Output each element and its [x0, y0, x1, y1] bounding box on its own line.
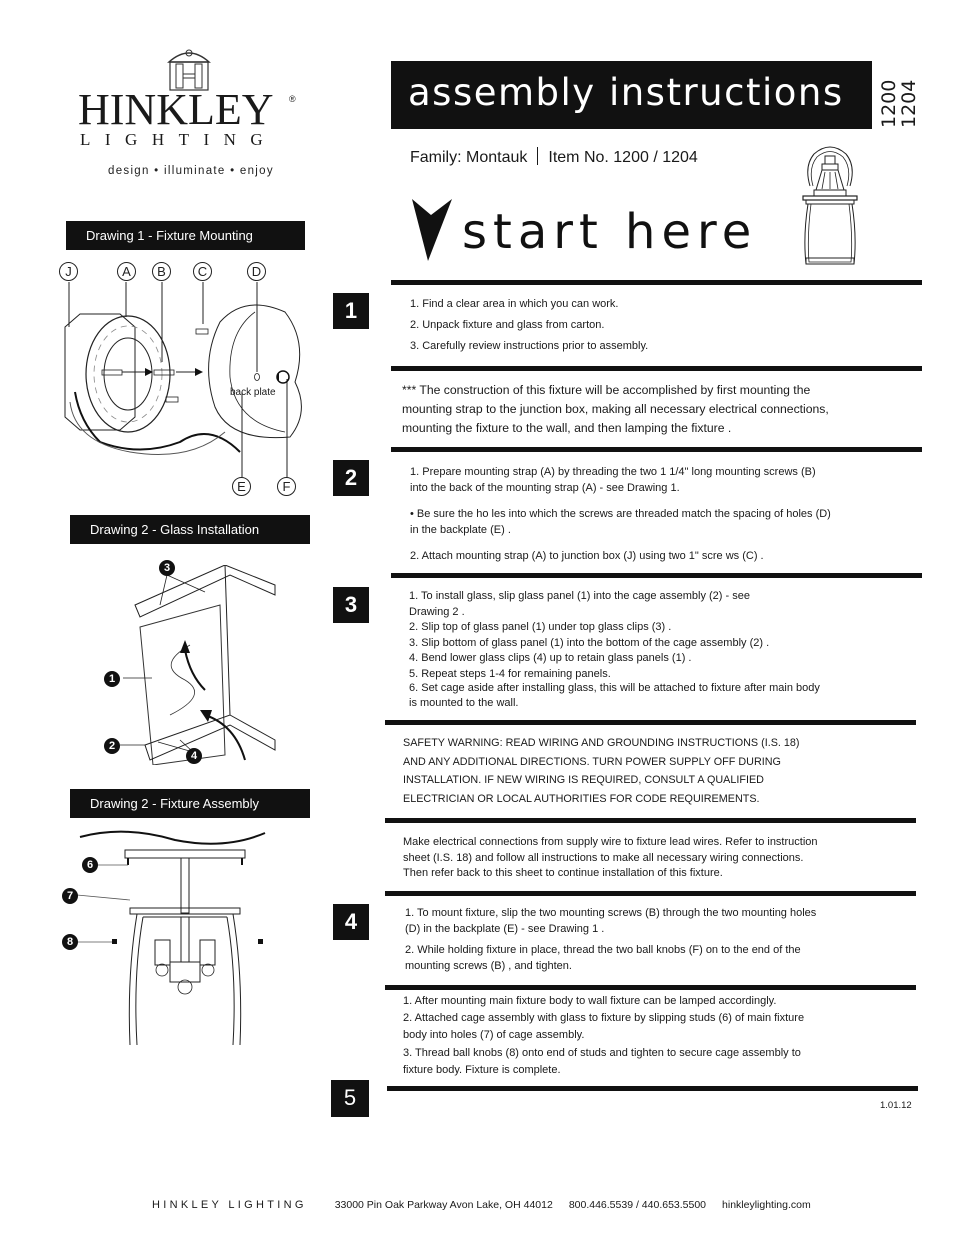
step-3-line: 5. Repeat steps 1-4 for remaining panels.	[409, 667, 611, 680]
step-2-line: 2. Attach mounting strap (A) to junction box (J) using two 1" scre ws (C) .	[410, 550, 764, 562]
step-1-line: 3. Carefully review instructions prior to assembly.	[410, 340, 649, 352]
revision-date: 1.01.12	[880, 1100, 912, 1111]
step-5-line: fixture body. Fixture is complete.	[403, 1063, 561, 1076]
divider	[537, 147, 538, 165]
item-numbers-vertical	[876, 66, 926, 128]
item-number-2: 1204	[898, 79, 920, 128]
callout-8: 8	[62, 934, 78, 950]
step-3-line: Drawing 2 .	[409, 605, 465, 618]
logo-subtitle: LIGHTING	[80, 130, 278, 149]
back-plate-label: back plate	[230, 387, 276, 398]
callout-4: 4	[186, 748, 202, 764]
step-3-text	[409, 589, 820, 711]
logo-tagline: design • illuminate • enjoy	[108, 165, 274, 177]
footer-phone: 800.446.5539 / 440.653.5500	[568, 1199, 707, 1211]
step-3-line: 4. Bend lower glass clips (4) up to retain glass panels (1) .	[409, 652, 692, 664]
construction-note	[402, 381, 829, 438]
step-2-text	[410, 465, 831, 565]
start-arrow-icon	[412, 199, 458, 261]
note-line: mounting strap to the junction box, making all necessary electrical connections,	[402, 402, 829, 416]
step-1-badge: 1	[333, 293, 369, 329]
safety-warning	[403, 734, 800, 808]
step-3-line: is mounted to the wall.	[409, 696, 519, 709]
fixture-mounting-diagram-icon	[60, 282, 305, 477]
step-3-line: 6. Set cage aside after installing glass, this will be attached to fixture after main body	[409, 681, 820, 694]
footer	[152, 1199, 811, 1211]
note-line: mounting the fixture to the wall, and then lamping the fixture .	[402, 421, 732, 435]
step-5-badge: 5	[331, 1080, 369, 1117]
page-title: assembly instructions	[408, 71, 844, 114]
warning-line: INSTALLATION. IF NEW WIRING IS REQUIRED, CONSULT A QUALIFIED	[403, 774, 764, 786]
divider-rule	[391, 447, 922, 452]
step-3-badge: 3	[333, 587, 369, 623]
fixture-assembly-diagram-icon	[75, 825, 275, 1045]
step-5-line: body into holes (7) of cage assembly.	[403, 1029, 585, 1042]
step-3-line: 2. Slip top of glass panel (1) under top glass clips (3) .	[409, 621, 672, 633]
item-number-1: 1200	[878, 79, 900, 128]
step-4-badge: 4	[333, 904, 369, 940]
electrical-connections-text	[403, 835, 818, 882]
divider-rule	[391, 366, 922, 371]
callout-6: 6	[82, 857, 98, 873]
step-3-line: 3. Slip bottom of glass panel (1) into the bottom of the cage assembly (2) .	[409, 636, 770, 649]
drawing-2-fixture-label: Drawing 2 - Fixture Assembly	[70, 789, 310, 818]
divider-rule	[385, 720, 916, 725]
step-1-text	[410, 297, 648, 355]
item-no: Item No. 1200 / 1204	[548, 149, 698, 166]
electrical-line: Make electrical connections from supply wire to fixture lead wires. Refer to instruction	[403, 836, 818, 848]
divider-rule	[385, 818, 916, 823]
electrical-line: sheet (I.S. 18) and follow all instructions to make all necessary wiring connections.	[403, 851, 804, 864]
divider-rule	[387, 1086, 918, 1091]
callout-b: B	[152, 262, 171, 281]
footer-website[interactable]: hinkleylighting.com	[722, 1199, 811, 1211]
callout-e: E	[232, 477, 251, 496]
warning-line: AND ANY ADDITIONAL DIRECTIONS. TURN POWER SUPPLY OFF DURING	[403, 755, 781, 768]
callout-1: 1	[104, 671, 120, 687]
drawing-1-label: Drawing 1 - Fixture Mounting	[66, 221, 305, 250]
step-5-text	[403, 993, 804, 1079]
step-5-line: 2. Attached cage assembly with glass to fixture by slipping studs (6) of main fixture	[403, 1012, 805, 1025]
step-2-line: in the backplate (E) .	[410, 523, 511, 536]
step-4-line: (D) in the backplate (E) - see Drawing 1 .	[405, 922, 605, 935]
title-bar	[391, 61, 872, 129]
step-1-line: 2. Unpack fixture and glass from carton.	[410, 319, 605, 331]
logo-brand: HINKLEY	[78, 85, 274, 134]
family-line	[410, 147, 698, 167]
callout-a: A	[117, 262, 136, 281]
step-1-line: 1. Find a clear area in which you can work.	[410, 298, 619, 310]
divider-rule	[391, 280, 922, 285]
divider-rule	[385, 985, 916, 990]
step-2-badge: 2	[333, 460, 369, 496]
lantern-illustration-icon	[800, 146, 860, 268]
step-4-line: 1. To mount fixture, slip the two mounting screws (B) through the two mounting holes	[405, 907, 817, 919]
step-3-line: 1. To install glass, slip glass panel (1) into the cage assembly (2) - see	[409, 590, 750, 602]
step-2-line: 1. Prepare mounting strap (A) by threading the two 1 1/4" long mounting screws (B)	[410, 466, 816, 478]
divider-rule	[385, 891, 916, 896]
electrical-line: Then refer back to this sheet to continue installation of this fixture.	[403, 867, 723, 879]
footer-brand: HINKLEY LIGHTING	[152, 1199, 307, 1211]
callout-f: F	[277, 477, 296, 496]
step-4-line: 2. While holding fixture in place, thread the two ball knobs (F) on to the end of the	[405, 944, 801, 956]
warning-line: SAFETY WARNING: READ WIRING AND GROUNDING INSTRUCTIONS (I.S. 18)	[403, 737, 800, 749]
step-4-text	[405, 906, 816, 974]
warning-line: ELECTRICIAN OR LOCAL AUTHORITIES FOR CODE REQUIREMENTS.	[403, 792, 760, 805]
callout-j: J	[59, 262, 78, 281]
callout-2: 2	[104, 738, 120, 754]
callout-d: D	[247, 262, 266, 281]
step-2-line: into the back of the mounting strap (A) - see Drawing 1.	[410, 481, 680, 494]
step-2-line: • Be sure the ho les into which the screws are threaded match the spacing of holes (D)	[410, 508, 831, 520]
glass-installation-diagram-icon	[100, 565, 280, 765]
callout-c: C	[193, 262, 212, 281]
step-5-line: 3. Thread ball knobs (8) onto end of studs and tighten to secure cage assembly to	[403, 1046, 801, 1059]
family-name: Family: Montauk	[410, 149, 528, 166]
drawing-2-glass-label: Drawing 2 - Glass Installation	[70, 515, 310, 544]
divider-rule	[391, 573, 922, 578]
start-here-heading: start here	[462, 204, 758, 260]
callout-3: 3	[159, 560, 175, 576]
registered-mark: ®	[289, 94, 296, 104]
footer-address: 33000 Pin Oak Parkway Avon Lake, OH 44012	[334, 1199, 553, 1211]
note-line: *** The construction of this fixture will be accomplished by first mounting the	[402, 383, 811, 397]
step-5-line: 1. After mounting main fixture body to wall fixture can be lamped accordingly.	[403, 995, 777, 1007]
step-4-line: mounting screws (B) , and tighten.	[405, 959, 572, 972]
callout-7: 7	[62, 888, 78, 904]
